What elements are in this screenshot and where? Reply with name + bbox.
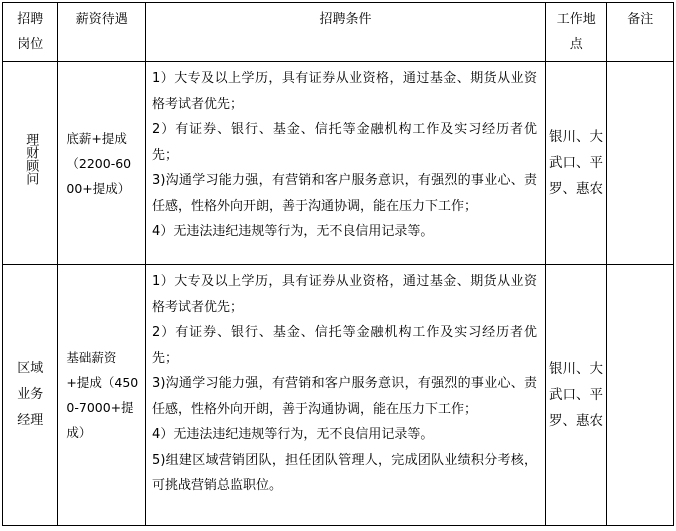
header-salary: 薪资待遇 <box>58 3 146 62</box>
requirement-item: 1）大专及以上学历，具有证券从业资格，通过基金、期货从业资格考试者优先； <box>152 274 538 315</box>
notes-cell <box>607 265 674 526</box>
table-row <box>3 62 674 265</box>
header-location: 工作地点 <box>546 3 607 62</box>
requirement-item: 4）无违法违纪违规等行为，无不良信用记录等。 <box>152 224 434 239</box>
location-cell: 银川、大武口、平罗、惠农 <box>546 265 607 526</box>
header-notes: 备注 <box>607 3 674 62</box>
requirement-item: 3)沟通学习能力强，有营销和客户服务意识，有强烈的事业心、责任感，性格外向开朗，善于沟通协调，能在压力下工作； <box>152 173 538 214</box>
requirements-cell <box>146 265 546 526</box>
requirement-item: 3)沟通学习能力强，有营销和客户服务意识，有强烈的事业心、责任感，性格外向开朗，善于沟通协调，能在压力下工作； <box>152 376 538 417</box>
notes-cell <box>607 62 674 265</box>
post-cell: 区域业务经理 <box>3 265 58 526</box>
requirements-cell <box>146 62 546 265</box>
requirement-item: 4）无违法违纪违规等行为，无不良信用记录等。 <box>152 427 434 442</box>
requirement-item: 5)组建区域营销团队，担任团队管理人，完成团队业绩积分考核，可挑战营销总监职位。 <box>152 452 538 493</box>
requirement-item: 2）有证券、银行、基金、信托等金融机构工作及实习经历者优先； <box>152 325 538 366</box>
location-cell: 银川、大武口、平罗、惠农 <box>546 62 607 265</box>
salary-cell: 底薪+提成（2200-6000+提成） <box>58 62 146 265</box>
table-row <box>3 265 674 526</box>
recruitment-table <box>2 2 674 526</box>
requirement-item: 2）有证券、银行、基金、信托等金融机构工作及实习经历者优先； <box>152 122 538 163</box>
header-post: 招聘岗位 <box>3 3 58 62</box>
header-row <box>3 3 674 62</box>
post-cell: 理财顾问 <box>3 62 58 265</box>
requirement-item: 1）大专及以上学历，具有证券从业资格，通过基金、期货从业资格考试者优先； <box>152 71 538 112</box>
header-requirements: 招聘条件 <box>146 3 546 62</box>
salary-cell: 基础薪资+提成（4500-7000+提成） <box>58 265 146 526</box>
